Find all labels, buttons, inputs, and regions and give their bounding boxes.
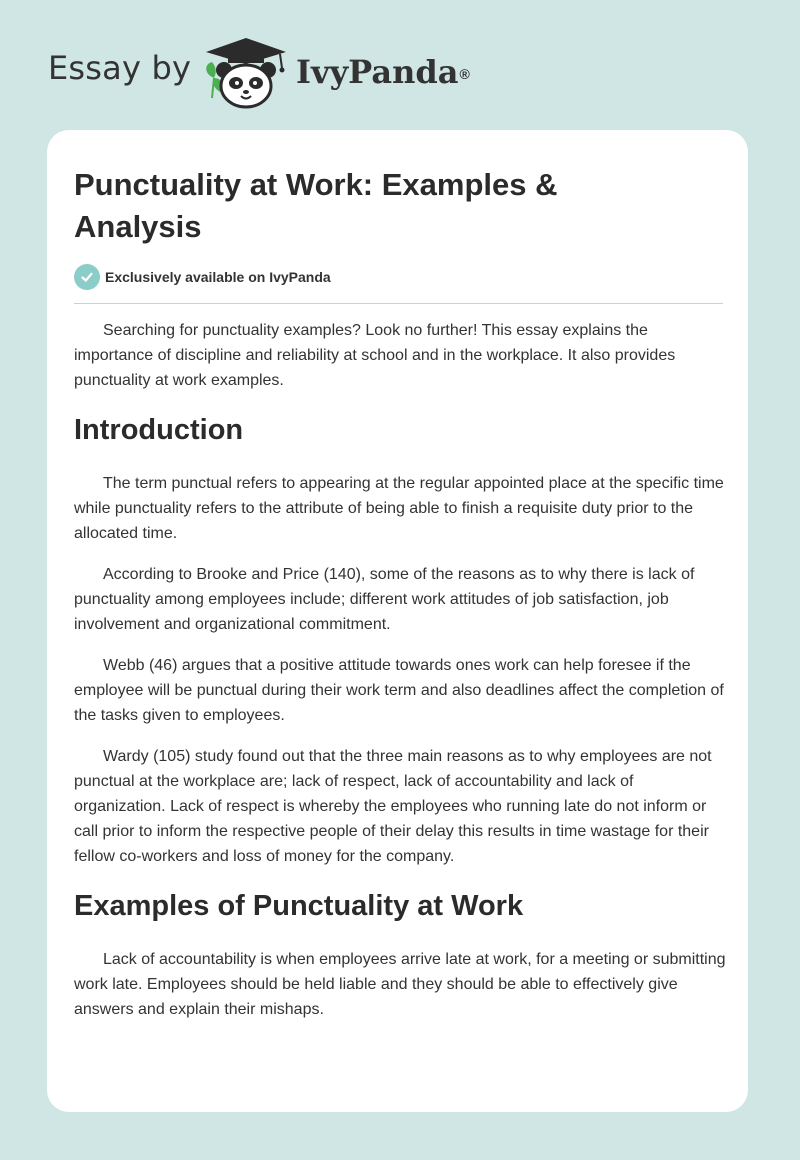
registered-mark: ® — [459, 66, 470, 82]
essay-body — [74, 318, 726, 1038]
paragraph: According to Brooke and Price (140), some of the reasons as to why there is lack of punctuality among employees include; different work attitudes of job satisfaction, job involvement and organizational commitment. — [74, 566, 695, 633]
essay-by-label: Essay by — [48, 49, 192, 87]
section-heading-introduction: Introduction — [74, 414, 244, 446]
check-circle-icon — [74, 264, 100, 290]
divider — [74, 303, 723, 304]
exclusive-label: Exclusively available on IvyPanda — [105, 269, 331, 285]
essay-card — [47, 130, 748, 1112]
paragraph: Lack of accountability is when employees arrive late at work, for a meeting or submitting work late. Employees should be held liable and they should be able to effectively give answers and explain their mishaps. — [74, 951, 726, 1018]
paragraph: Webb (46) argues that a positive attitude towards ones work can help foresee if the employee will be punctual during their work term and also deadlines affect the completion of the tasks given to employees. — [74, 657, 724, 724]
section-heading-examples: Examples of Punctuality at Work — [74, 890, 524, 922]
paragraph: Wardy (105) study found out that the three main reasons as to why employees are not punctual at the workplace are; lack of respect, lack of accountability and lack of organization. Lack of respect is whereby the employees who running late do not inform or call prior to inform the respective people of their delay this results in time wastage for their fellow co-workers and loss of money for the company. — [74, 748, 712, 865]
exclusive-badge — [74, 264, 331, 290]
brand-name-text: IvyPanda — [296, 53, 459, 91]
brand-name[interactable] — [296, 52, 470, 92]
site-header — [0, 0, 800, 130]
paragraph: The term punctual refers to appearing at the regular appointed place at the specific time while punctuality refers to the attribute of being able to finish a requisite duty prior to the allocated time. — [74, 475, 724, 542]
intro-paragraph: Searching for punctuality examples? Look no further! This essay explains the importance of discipline and reliability at school and in the workplace. It also provides punctuality at work examples. — [74, 322, 676, 389]
essay-title: Punctuality at Work: Examples & Analysis — [74, 167, 558, 244]
panda-graduate-logo-icon[interactable] — [200, 34, 292, 110]
